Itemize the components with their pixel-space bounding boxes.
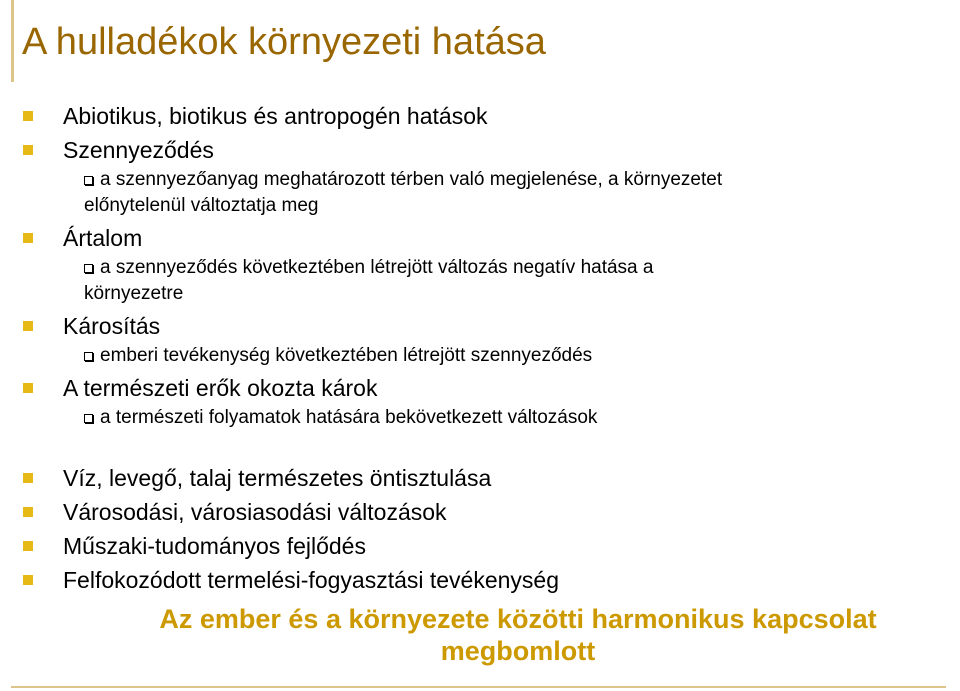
sub-bullet-item — [18, 255, 948, 307]
sub-bullet-text: a természeti folyamatok hatására bekövetkezett változások — [100, 407, 598, 428]
square-bullet-icon — [23, 575, 33, 585]
bullet-text: A természeti erők okozta károk — [63, 375, 378, 401]
square-bullet-icon — [23, 541, 33, 551]
bullet-item — [18, 221, 948, 255]
bullet-item — [18, 371, 948, 405]
slide-title: A hulladékok környezeti hatása — [22, 21, 546, 63]
square-bullet-icon — [23, 383, 33, 393]
bullet-text: Szennyeződés — [63, 137, 214, 163]
bullet-item — [18, 461, 948, 495]
bullet-item — [18, 495, 948, 529]
sub-bullet-item — [18, 405, 948, 431]
bullet-text: Felfokozódott termelési-fogyasztási tevékenység — [63, 567, 560, 593]
square-bullet-icon — [23, 145, 33, 155]
slide-content — [18, 99, 948, 597]
sub-bullet-text-continued: környezetre — [84, 283, 184, 304]
square-bullet-icon — [23, 321, 33, 331]
bullet-text: Víz, levegő, talaj természetes öntisztulása — [63, 465, 492, 491]
left-accent-bar — [11, 0, 14, 82]
bullet-item — [18, 133, 948, 167]
sub-bullet-text: emberi tevékenység következtében létrejött szennyeződés — [100, 345, 593, 366]
bullet-text: Abiotikus, biotikus és antropogén hatások — [63, 103, 488, 129]
square-bullet-icon — [23, 233, 33, 243]
bullet-item — [18, 529, 948, 563]
square-bullet-icon — [23, 111, 33, 121]
bullet-text: Ártalom — [63, 225, 143, 251]
sub-bullet-text: a szennyezőanyag meghatározott térben való megjelenése, a környezetet — [100, 169, 723, 190]
checkbox-bullet-icon — [84, 414, 93, 423]
sub-bullet-item — [18, 343, 948, 369]
bottom-divider — [11, 686, 946, 688]
bullet-text: Károsítás — [63, 313, 161, 339]
bullet-text: Műszaki-tudományos fejlődés — [63, 533, 366, 559]
bullet-text: Városodási, városiasodási változások — [63, 499, 447, 525]
sub-bullet-item — [18, 167, 948, 219]
bullet-item — [18, 563, 948, 597]
bullet-item — [18, 309, 948, 343]
checkbox-bullet-icon — [84, 352, 93, 361]
conclusion-line-2: megbomlott — [440, 636, 596, 666]
sub-bullet-text-continued: előnytelenül változtatja meg — [84, 195, 319, 216]
square-bullet-icon — [23, 473, 33, 483]
checkbox-bullet-icon — [84, 176, 93, 185]
conclusion-line-1: Az ember és a környezete közötti harmonikus kapcsolat — [159, 604, 877, 634]
sub-bullet-text: a szennyeződés következtében létrejött változás negatív hatása a — [100, 257, 654, 278]
bullet-item — [18, 99, 948, 133]
checkbox-bullet-icon — [84, 264, 93, 273]
square-bullet-icon — [23, 507, 33, 517]
